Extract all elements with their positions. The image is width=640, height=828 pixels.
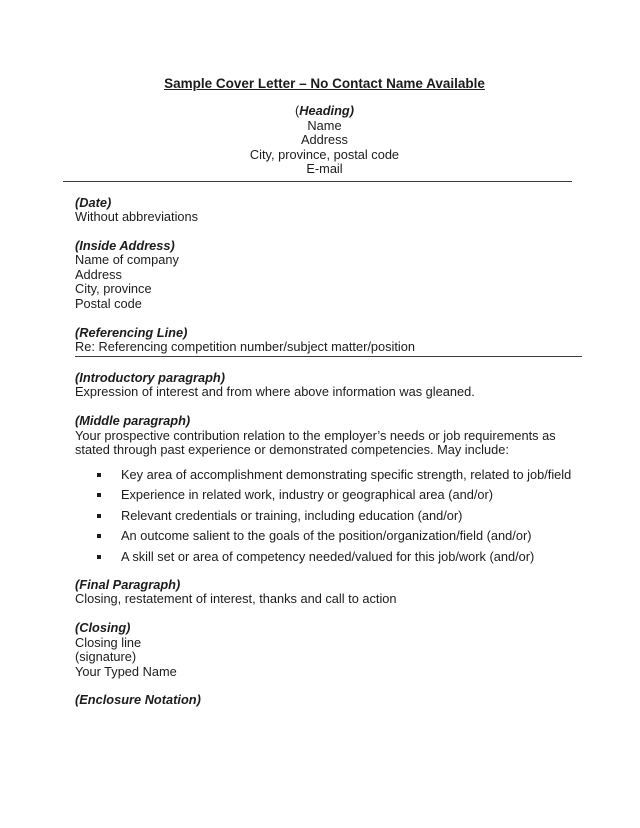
- square-bullet-icon: [97, 555, 101, 559]
- middle-bullet-list: [75, 467, 574, 564]
- section-final: [75, 578, 574, 607]
- bullet-text: Experience in related work, industry or geographical area (and/or): [121, 487, 494, 503]
- section-referencing: [75, 326, 574, 357]
- heading-open-paren: (: [294, 103, 300, 118]
- enclosure-label: (Enclosure Notation): [75, 692, 201, 708]
- section-date: [75, 196, 574, 225]
- bullet-text: An outcome salient to the goals of the position/organization/field (and/or): [121, 528, 532, 544]
- square-bullet-icon: [97, 493, 101, 497]
- introductory-text: Expression of interest and from where above information was gleaned.: [75, 384, 475, 400]
- section-introductory: [75, 371, 574, 400]
- document-title: Sample Cover Letter – No Contact Name Available: [164, 76, 485, 91]
- final-text: Closing, restatement of interest, thanks and call to action: [75, 591, 397, 607]
- inside-address-postal: Postal code: [75, 296, 142, 312]
- final-label: (Final Paragraph): [75, 576, 181, 592]
- date-label: (Date): [75, 194, 112, 210]
- square-bullet-icon: [97, 534, 101, 538]
- closing-typed-name: Your Typed Name: [75, 663, 177, 679]
- introductory-label: (Introductory paragraph): [75, 369, 226, 385]
- heading-block: [75, 104, 574, 177]
- inside-address-address: Address: [75, 266, 122, 282]
- middle-label: (Middle paragraph): [75, 413, 191, 429]
- closing-line: Closing line: [75, 634, 142, 650]
- referencing-line: Re: Referencing competition number/subject matter/position: [75, 340, 582, 357]
- heading-word: Heading): [299, 103, 354, 118]
- heading-line-email: E-mail: [306, 161, 343, 176]
- header-divider: [63, 181, 572, 182]
- section-closing: [75, 621, 574, 679]
- bullet-text: Key area of accomplishment demonstrating specific strength, related to job/field: [121, 466, 572, 482]
- middle-text: Your prospective contribution relation to the employer’s needs or job requirements as stated through past experience or demonstrated competencies. May include:: [75, 427, 556, 458]
- inside-address-label: (Inside Address): [75, 237, 175, 253]
- inside-address-city: City, province: [75, 281, 152, 297]
- closing-label: (Closing): [75, 620, 131, 635]
- heading-line-name: Name: [307, 117, 342, 133]
- heading-label: [75, 104, 574, 119]
- referencing-label: (Referencing Line): [75, 324, 188, 340]
- heading-line-city: City, province, postal code: [249, 146, 400, 162]
- inside-address-company: Name of company: [75, 252, 179, 268]
- square-bullet-icon: [97, 514, 101, 518]
- heading-line-address: Address: [301, 132, 348, 147]
- list-item: [75, 487, 574, 502]
- list-item: [75, 549, 574, 564]
- square-bullet-icon: [97, 473, 101, 477]
- section-middle: [75, 414, 574, 564]
- section-inside-address: [75, 239, 574, 312]
- closing-signature: (signature): [75, 649, 137, 665]
- list-item: [75, 528, 574, 543]
- list-item: [75, 467, 574, 482]
- section-enclosure: [75, 693, 574, 708]
- bullet-text: A skill set or area of competency needed/valued for this job/work (and/or): [121, 548, 535, 564]
- bullet-text: Relevant credentials or training, including education (and/or): [121, 507, 463, 523]
- date-line: Without abbreviations: [75, 209, 199, 225]
- list-item: [75, 508, 574, 523]
